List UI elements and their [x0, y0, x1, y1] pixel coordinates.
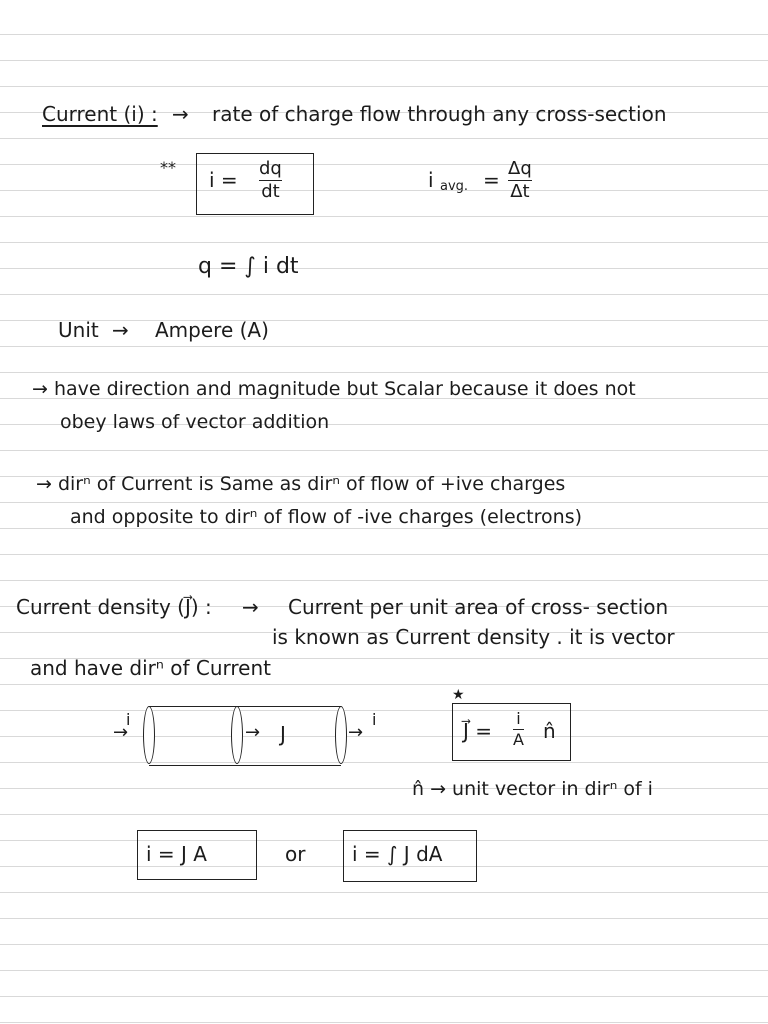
eq-i-JA: i = J A: [146, 842, 207, 866]
vector-numerator: i: [516, 709, 521, 728]
nhat-note: n̂ → unit vector in dirⁿ of i: [412, 778, 653, 800]
i-over-A-fraction: [513, 711, 524, 748]
avg-fraction: [508, 160, 532, 201]
note-scalar-line2: obey laws of vector addition: [60, 411, 330, 433]
inflow-arrow-icon: →: [113, 722, 129, 743]
eq-i-JA-box: [137, 830, 257, 880]
heading-arrow: →: [172, 102, 189, 126]
vector-lhs: J⃗ =: [463, 719, 493, 743]
outflow-arrow-icon: →: [348, 722, 364, 743]
eq-i-integral-box: [343, 830, 477, 882]
note-direction-line2: and opposite to dirⁿ of flow of -ive charges (electrons): [70, 506, 583, 528]
avg-denominator: Δt: [510, 181, 530, 202]
density-line2: is known as Current density . it is vector: [272, 625, 675, 649]
unit-vector-n: n̂: [543, 719, 556, 743]
current-formula-box: [196, 153, 314, 215]
fraction-numerator: dq: [259, 158, 282, 179]
avg-numerator: Δq: [508, 158, 532, 179]
importance-stars: **: [160, 158, 176, 177]
note-scalar-line1: → have direction and magnitude but Scalar because it does not: [32, 378, 636, 400]
or-text: or: [285, 842, 306, 866]
charge-integral: q = ∫ i dt: [198, 254, 299, 279]
avg-i: i: [428, 168, 434, 192]
fraction-denominator: dt: [261, 181, 280, 202]
unit-arrow: →: [112, 318, 129, 342]
vector-density-box: [452, 703, 571, 761]
eq-i-integral: i = ∫ J dA: [352, 842, 443, 866]
avg-equals: =: [483, 168, 500, 192]
current-definition: rate of charge flow through any cross-section: [212, 102, 667, 126]
formula-lhs: i =: [209, 168, 238, 192]
label-i-right: i: [372, 710, 377, 729]
density-line1: Current per unit area of cross- section: [288, 595, 669, 619]
note-direction-line1: → dirⁿ of Current is Same as dirⁿ of flow of +ive charges: [36, 473, 566, 495]
cross-section-right: [335, 706, 347, 764]
density-arrow: →: [242, 595, 259, 619]
current-heading: Current (i) :: [42, 102, 158, 126]
star-icon: ★: [452, 687, 465, 703]
unit-value: Ampere (A): [155, 318, 269, 342]
vector-denominator: A: [513, 730, 524, 749]
density-arrow-icon: →: [245, 722, 261, 743]
label-i-left: i: [126, 710, 131, 729]
cross-section-middle: [231, 706, 243, 764]
density-line3: and have dirⁿ of Current: [30, 656, 271, 680]
label-J: J: [280, 722, 286, 746]
cross-section-left: [143, 706, 155, 764]
density-heading: Current density (J⃗) :: [16, 595, 212, 619]
dq-dt-fraction: [259, 160, 282, 201]
avg-subscript: avg.: [440, 179, 469, 194]
unit-label: Unit: [58, 318, 99, 342]
